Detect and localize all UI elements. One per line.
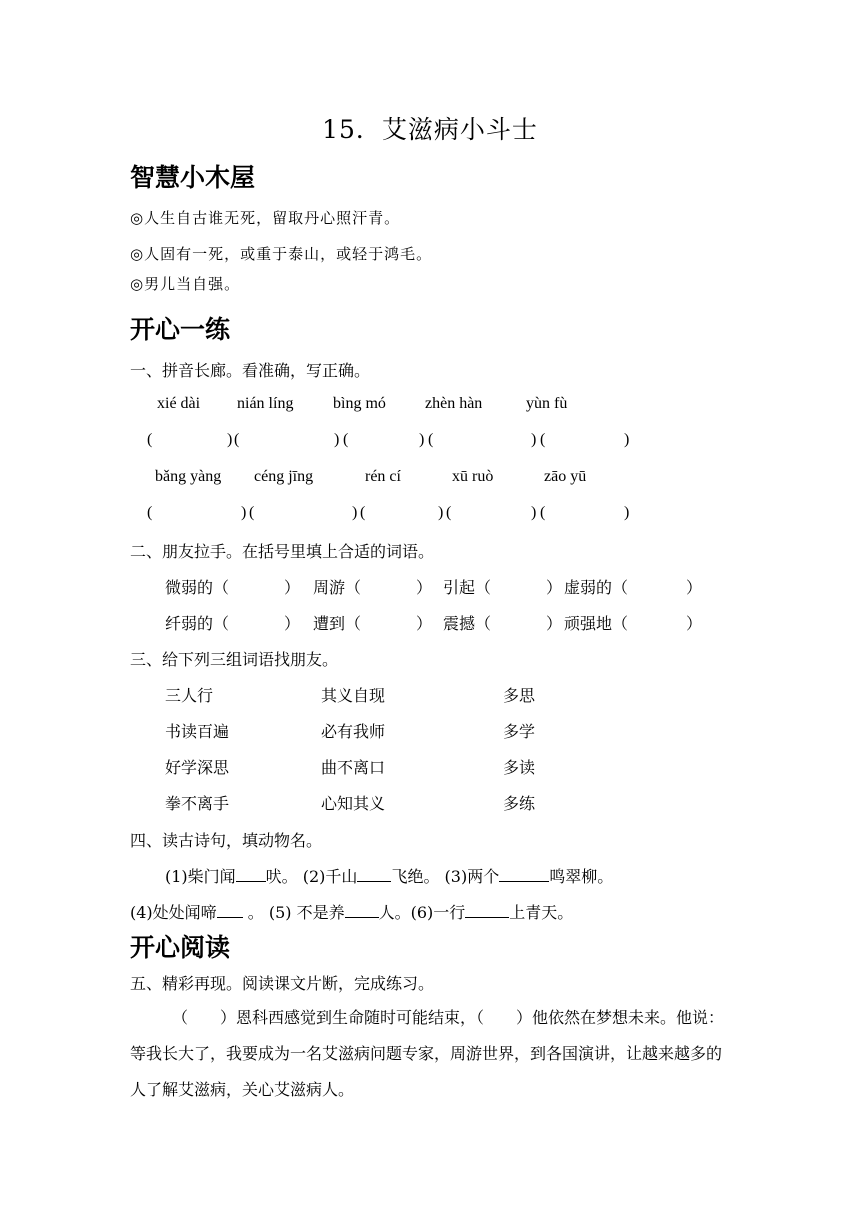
answer-bracket-close: )	[419, 431, 425, 448]
answer-bracket-close: )	[241, 504, 247, 521]
poem-fragment: (4)处处闻啼	[130, 903, 217, 922]
answer-bracket-close: )	[624, 504, 630, 521]
poem-fragment: 吠。 (2)千山	[265, 867, 358, 886]
question-5-heading: 五、精彩再现。阅读课文片断，完成练习。	[130, 974, 435, 993]
match-word-col2: 必有我师	[321, 722, 386, 741]
answer-bracket-close: )	[531, 504, 537, 521]
pinyin-label: bǎng yàng	[155, 468, 222, 485]
word-close-bracket: ）	[416, 614, 433, 633]
answer-bracket-open: (	[428, 431, 434, 448]
pinyin-label: bìng mó	[333, 395, 386, 412]
word-prompt: 顽强地（	[564, 614, 629, 633]
question-2-heading: 二、朋友拉手。在括号里填上合适的词语。	[130, 542, 435, 561]
answer-bracket-open: (	[147, 431, 153, 448]
word-close-bracket: ）	[546, 614, 563, 633]
word-close-bracket: ）	[546, 578, 563, 597]
section-reading-heading: 开心阅读	[130, 933, 231, 962]
match-word-col1: 拳不离手	[165, 794, 230, 813]
word-prompt: 引起（	[443, 578, 492, 597]
match-word-col3: 多学	[503, 722, 536, 741]
match-word-col1: 书读百遍	[165, 722, 230, 741]
match-word-col2: 其义自现	[321, 686, 386, 705]
poem-fragment: 。 (5) 不是养	[242, 903, 345, 922]
poem-fragment: 鸣翠柳。	[549, 867, 614, 886]
word-close-bracket: ）	[686, 614, 703, 633]
pinyin-label: zāo yū	[544, 468, 587, 485]
answer-bracket-close: )	[624, 431, 630, 448]
pinyin-label: nián líng	[237, 395, 294, 412]
word-prompt: 纤弱的（	[165, 614, 230, 633]
answer-bracket-open: (	[234, 431, 240, 448]
match-word-col2: 曲不离口	[321, 758, 386, 777]
answer-bracket-open: (	[147, 504, 153, 521]
poem-line-2	[130, 900, 573, 923]
word-prompt: 周游（	[313, 578, 362, 597]
poem-fragment: 飞绝。 (3)两个	[391, 867, 500, 886]
question-4-heading: 四、读古诗句，填动物名。	[130, 831, 323, 850]
answer-bracket-close: )	[227, 431, 233, 448]
poem-fragment: 人。(6)一行	[378, 903, 466, 922]
answer-bracket-open: (	[540, 431, 546, 448]
answer-bracket-open: (	[249, 504, 255, 521]
match-word-col2: 心知其义	[321, 794, 386, 813]
answer-bracket-close: )	[352, 504, 358, 521]
word-close-bracket: ）	[284, 578, 301, 597]
reading-passage: （ ）恩科西感觉到生命随时可能结束，（ ）他依然在梦想未来。他说：等我长大了，我要成为一名艾滋病问题专家，周游世界，到各国演讲，让越来越多的人了解艾滋病，关心艾滋病人。	[130, 1008, 725, 1099]
word-prompt: 微弱的（	[165, 578, 230, 597]
word-close-bracket: ）	[284, 614, 301, 633]
question-1-heading: 一、拼音长廊。看准确，写正确。	[130, 361, 371, 380]
word-prompt: 虚弱的（	[564, 578, 629, 597]
match-word-col1: 好学深思	[165, 758, 230, 777]
pinyin-label: zhèn hàn	[425, 395, 483, 412]
pinyin-label: yùn fù	[526, 395, 568, 412]
fill-blank[interactable]	[357, 867, 391, 882]
answer-bracket-open: (	[540, 504, 546, 521]
answer-bracket-open: (	[446, 504, 452, 521]
poem-fragment: (1)柴门闻	[165, 867, 236, 886]
poem-line-1	[165, 864, 613, 887]
fill-blank[interactable]	[465, 903, 509, 918]
match-word-col3: 多思	[503, 686, 536, 705]
question-3-heading: 三、给下列三组词语找朋友。	[130, 650, 339, 669]
answer-bracket-close: )	[334, 431, 340, 448]
answer-bracket-close: )	[438, 504, 444, 521]
word-prompt: 遭到（	[313, 614, 362, 633]
fill-blank[interactable]	[236, 867, 266, 882]
fill-blank[interactable]	[345, 903, 379, 918]
section-practice-heading: 开心一练	[130, 315, 231, 344]
answer-bracket-open: (	[343, 431, 349, 448]
match-word-col3: 多练	[503, 794, 536, 813]
word-prompt: 震撼（	[443, 614, 492, 633]
quote-2: ◎人固有一死，或重于泰山，或轻于鸿毛。	[130, 245, 433, 263]
quote-3: ◎男儿当自强。	[130, 275, 241, 293]
poem-fragment: 上青天。	[509, 903, 574, 922]
match-word-col3: 多读	[503, 758, 536, 777]
pinyin-label: xū ruò	[452, 468, 494, 485]
quote-1: ◎人生自古谁无死，留取丹心照汗青。	[130, 209, 401, 227]
word-close-bracket: ）	[416, 578, 433, 597]
pinyin-label: xié dài	[157, 395, 201, 412]
answer-bracket-close: )	[531, 431, 537, 448]
match-word-col1: 三人行	[165, 686, 214, 705]
fill-blank[interactable]	[499, 867, 549, 882]
fill-blank[interactable]	[217, 903, 243, 918]
word-close-bracket: ）	[686, 578, 703, 597]
pinyin-label: rén cí	[365, 468, 401, 485]
answer-bracket-open: (	[360, 504, 366, 521]
section-wisdom-heading: 智慧小木屋	[130, 163, 256, 192]
pinyin-label: céng jīng	[254, 468, 314, 485]
page-title: 15．艾滋病小斗士	[322, 115, 538, 144]
